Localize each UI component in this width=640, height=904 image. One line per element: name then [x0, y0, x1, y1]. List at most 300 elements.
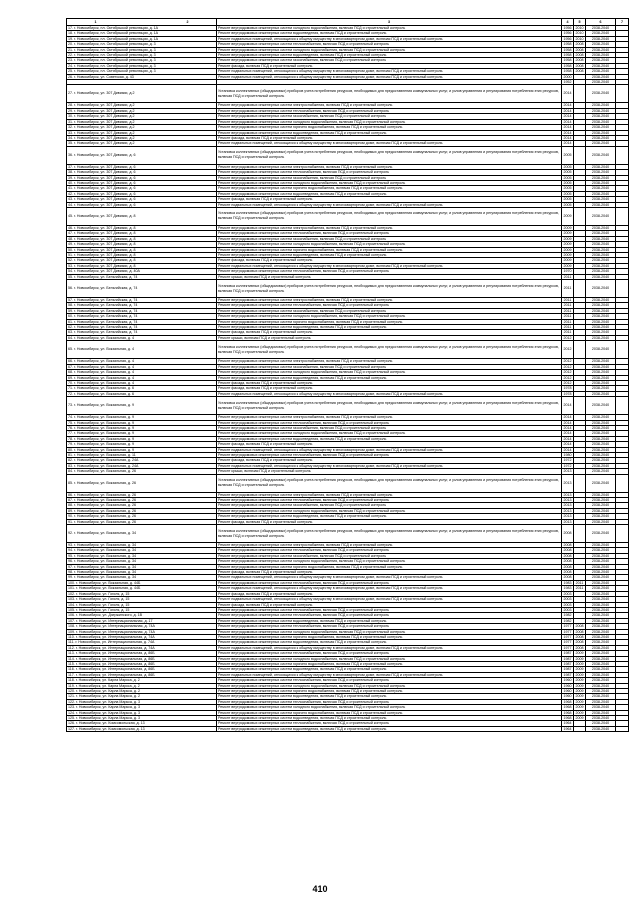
year-built-cell: 2003 — [563, 591, 572, 596]
planned-period-cell: 2038-2040 — [586, 335, 616, 340]
address-cell: 123. г. Новосибирск, ул. Карла Маркса, д. 3 — [67, 705, 217, 710]
year-built-cell: 2014 — [563, 103, 572, 108]
work-type-cell: Ремонт внутридомовых инженерных систем теплоснабжения, включая ПСД и строительный контроль — [217, 607, 562, 612]
planned-period-cell: 2038-2040 — [586, 436, 616, 441]
work-type-cell: Ремонт внутридомовых инженерных систем водоотведения, включая ПСД и строительный контроль — [217, 694, 562, 699]
planned-period-cell: 2038-2040 — [586, 597, 616, 602]
work-type-cell: Ремонт внутридомовых инженерных систем холодного водоснабжения, включая ПСД и строительный контроль — [217, 314, 562, 319]
address-cell: 100. г. Новосибирск, ул. Вокзальная, д. 44Б — [67, 580, 217, 585]
work-type-cell: Ремонт внутридомовых инженерных систем теплоснабжения, включая ПСД и строительный контроль — [217, 548, 562, 553]
work-type-cell: Ремонт внутридомовых инженерных систем холодного водоснабжения, включая ПСД и строительный контроль — [217, 705, 562, 710]
table-row — [67, 341, 629, 359]
work-type-cell: Ремонт внутридомовых инженерных систем горячего водоснабжения, включая ПСД и строительный контроль — [217, 319, 562, 324]
work-type-cell: Ремонт внутридомовых инженерных систем водоотведения, включая ПСД и строительный контроль — [217, 618, 562, 623]
planned-period-cell: 2038-2040 — [586, 580, 616, 585]
planned-period-cell: 2038-2040 — [586, 319, 616, 324]
year-built-cell: 2009 — [563, 225, 572, 230]
address-cell: 111. г. Новосибирск, ул. Интернациональная, д. 74А — [67, 640, 217, 645]
year-built-cell: 2009 — [562, 207, 574, 225]
planned-period-cell: 2038-2040 — [586, 519, 616, 524]
works-table-body — [67, 26, 629, 732]
work-type-cell: Ремонт подвальных помещений, относящихся к общему имуществу в многоквартирном доме, включая ПСД и строительный контроль — [217, 202, 562, 207]
address-cell: 72. г. Новосибирск, ул. Вокзальная, д. 6 — [67, 391, 217, 396]
extra-cell — [616, 474, 629, 492]
work-type-cell: Ремонт внутридомовых инженерных систем холодного водоснабжения, включая ПСД и строительный контроль — [217, 119, 562, 124]
planned-period-cell: 2038-2040 — [586, 645, 616, 650]
planned-period-cell: 2038-2040 — [586, 207, 616, 225]
work-type-cell: Ремонт внутридомовых инженерных систем холодного водоснабжения, включая ПСД и строительный контроль — [217, 180, 562, 185]
year-built-cell: 2009 — [563, 242, 572, 247]
year-built-cell: 2009 — [563, 231, 572, 236]
last-repair-year-cell: 2008 — [575, 47, 584, 52]
planned-period-cell: 2038-2040 — [586, 80, 616, 85]
address-cell: 104. г. Новосибирск, ул. Гоголя, д. 15 — [67, 602, 217, 607]
planned-period-cell: 2038-2040 — [586, 47, 616, 52]
work-type-cell: Ремонт внутридомовых инженерных систем электроснабжения, включая ПСД и строительный контроль — [217, 359, 562, 364]
year-built-cell: 1978 — [563, 386, 572, 391]
work-type-cell: Ремонт внутридомовых инженерных систем холодного водоснабжения, включая ПСД и строительный контроль — [217, 508, 562, 513]
table-row — [67, 474, 629, 492]
work-type-cell: Ремонт внутридомовых инженерных систем холодного водоснабжения, включая ПСД и строительный контроль — [217, 242, 562, 247]
address-cell: 83. г. Новосибирск, ул. Вокзальная, д. 24А — [67, 463, 217, 468]
year-built-cell: 2013 — [563, 492, 572, 497]
address-cell: 78. г. Новосибирск, ул. Вокзальная, д. 9 — [67, 436, 217, 441]
address-cell: 102. г. Новосибирск, ул. Гоголя, д. 15 — [67, 591, 217, 596]
year-built-cell: 2014 — [563, 415, 572, 420]
work-type-cell: Ремонт внутридомовых инженерных систем горячего водоснабжения, включая ПСД и строительный контроль — [217, 125, 562, 130]
last-repair-year-cell: 2010 — [575, 26, 584, 30]
year-built-cell: 2014 — [563, 125, 572, 130]
planned-period-cell: 2038-2040 — [586, 308, 616, 313]
planned-period-cell: 2038-2040 — [586, 114, 616, 119]
last-repair-year-cell — [574, 280, 586, 298]
year-built-cell: 1977 — [563, 634, 572, 639]
work-type-cell: Ремонт внутридомовых инженерных систем водоотведения, включая ПСД и строительный контроль — [217, 726, 562, 731]
year-built-cell: 2012 — [562, 341, 574, 359]
year-built-cell: 1968 — [563, 710, 572, 715]
address-cell: 89. г. Новосибирск, ул. Вокзальная, д. 26 — [67, 508, 217, 513]
last-repair-year-cell: 2009 — [575, 683, 584, 688]
address-cell: 37. г. Новосибирск, ул. 307 Дивизии, д. 6 — [67, 164, 217, 169]
work-type-cell: Ремонт подвальных помещений, относящихся к общему имуществу в многоквартирном доме, включая ПСД и строительный контроль — [217, 69, 562, 74]
last-repair-year-cell: 2009 — [575, 705, 584, 710]
planned-period-cell: 2038-2040 — [586, 618, 616, 623]
work-type-cell: Ремонт внутридомовых инженерных систем холодного водоснабжения, включая ПСД и строительный контроль — [217, 656, 562, 661]
planned-period-cell: 2038-2040 — [586, 191, 616, 196]
year-built-cell: 2014 — [563, 447, 572, 452]
planned-period-cell: 2038-2040 — [586, 656, 616, 661]
year-built-cell: 2011 — [562, 325, 574, 330]
table-row — [67, 85, 629, 103]
address-cell: 113. г. Новосибирск, ул. Интернациональная, д. 86Б — [67, 651, 217, 656]
address-cell: 112. г. Новосибирск, ул. Интернациональная, д. 74А — [67, 645, 217, 650]
address-cell: 51. г. Новосибирск, ул. 307 Дивизии, д. 8 — [67, 253, 217, 258]
year-built-cell: 2011 — [562, 303, 574, 308]
address-cell: 107. г. Новосибирск, ул. Интернациональная, д. 17 — [67, 618, 217, 623]
address-cell: 46. г. Новосибирск, ул. 307 Дивизии, д. 8 — [67, 225, 217, 230]
planned-period-cell: 2038-2040 — [586, 375, 616, 380]
work-type-cell: Ремонт подвальных помещений, относящихся к общему имуществу в многоквартирном доме, включая ПСД и строительный контроль — [217, 36, 562, 41]
address-cell: 126. г. Новосибирск, ул. Комсомольская, д. 13 — [67, 721, 217, 726]
planned-period-cell: 2038-2040 — [586, 225, 616, 230]
address-cell: 125. г. Новосибирск, ул. Карла Маркса, д. 3 — [67, 716, 217, 721]
planned-period-cell: 2038-2040 — [586, 705, 616, 710]
work-type-cell: Ремонт фасада, включая ПСД и строительный контроль — [217, 380, 562, 385]
year-built-cell: 1960 — [563, 689, 572, 693]
work-type-cell: Ремонт внутридомовых инженерных систем газоснабжения, включая ПСД и строительный контроль — [217, 503, 562, 508]
planned-period-cell: 2038-2040 — [586, 699, 616, 704]
address-cell: 39. г. Новосибирск, ул. 307 Дивизии, д. 6 — [67, 175, 217, 180]
planned-period-cell: 2038-2040 — [586, 591, 616, 596]
year-built-cell: 1972 — [563, 458, 572, 463]
planned-period-cell: 2038-2040 — [586, 85, 616, 103]
year-built-cell: 2008 — [563, 548, 572, 553]
year-built-cell: 2008 — [562, 525, 574, 543]
address-cell: 75. г. Новосибирск, ул. Вокзальная, д. 9 — [67, 420, 217, 425]
year-built-cell: 1977 — [563, 624, 572, 629]
work-type-cell: Ремонт фасада, включая ПСД и строительный контроль — [217, 197, 562, 202]
year-built-cell: 2014 — [563, 141, 572, 146]
last-repair-year-cell: 2010 — [575, 36, 584, 41]
address-cell: 94. г. Новосибирск, ул. Вокзальная, д. 34 — [67, 548, 217, 553]
last-repair-year-cell: 2008 — [575, 69, 584, 74]
year-built-cell: 2014 — [563, 130, 572, 135]
work-type-cell: Ремонт внутридомовых инженерных систем теплоснабжения, включая ПСД и строительный контроль — [217, 269, 562, 274]
address-cell: 97. г. Новосибирск, ул. Вокзальная, д. 34 — [67, 564, 217, 569]
work-type-cell: Ремонт внутридомовых инженерных систем электроснабжения, включая ПСД и строительный контроль — [217, 298, 562, 303]
work-type-cell: Ремонт подвальных помещений, относящихся к общему имуществу в многоквартирном доме, включая ПСД и строительный контроль — [217, 447, 562, 452]
planned-period-cell: 2038-2040 — [586, 386, 616, 391]
work-type-cell: Ремонт внутридомовых инженерных систем водоотведения, включая ПСД и строительный контроль — [217, 375, 562, 380]
extra-cell — [616, 85, 629, 103]
address-cell: 38. г. Новосибирск, ул. 307 Дивизии, д. 6 — [67, 170, 217, 175]
last-repair-year-cell: 2011 — [574, 586, 586, 591]
address-cell: 50. г. Новосибирск, ул. 307 Дивизии, д. 8 — [67, 247, 217, 252]
planned-period-cell: 2038-2040 — [586, 258, 616, 263]
planned-period-cell: 2038-2040 — [586, 119, 616, 124]
address-cell: 76. г. Новосибирск, ул. Вокзальная, д. 9 — [67, 425, 217, 430]
table-row — [67, 525, 629, 543]
work-type-cell: Ремонт внутридомовых инженерных систем теплоснабжения, включая ПСД и строительный контроль — [217, 452, 562, 457]
planned-period-cell: 2038-2040 — [586, 415, 616, 420]
year-built-cell: 2011 — [562, 298, 574, 303]
work-type-cell: Ремонт фасада, включая ПСД и строительный контроль — [217, 591, 562, 596]
address-cell: 120. г. Новосибирск, ул. Карла Маркса, д. 2 — [67, 689, 217, 694]
year-built-cell: 1952 — [563, 80, 572, 85]
year-built-cell: 1956 — [563, 31, 572, 36]
page-number: 410 — [312, 884, 328, 894]
planned-period-cell: 2038-2040 — [586, 602, 616, 607]
col-header-6: 6 — [586, 19, 616, 26]
year-built-cell: 1987 — [563, 672, 572, 677]
address-cell: 127. г. Новосибирск, ул. Комсомольская, д. 13 — [67, 726, 217, 731]
address-cell: 106. г. Новосибирск, ул. Дзержинского, д. 1В — [67, 613, 217, 618]
work-type-cell: Ремонт фасада, включая ПСД и строительный контроль — [217, 258, 562, 263]
last-repair-year-cell: 2008 — [575, 634, 584, 639]
work-type-cell: Ремонт подвальных помещений, относящихся к общему имуществу в многоквартирном доме, включая ПСД и строительный контроль — [217, 645, 562, 650]
year-built-cell: 2012 — [563, 335, 572, 340]
address-cell: 103. г. Новосибирск, ул. Гоголя, д. 15 — [67, 597, 217, 602]
planned-period-cell: 2038-2040 — [586, 575, 616, 580]
year-built-cell: 1987 — [563, 656, 572, 661]
planned-period-cell: 2038-2040 — [586, 553, 616, 558]
address-cell: 24. г. Новосибирск, пл. Октябрьской революции, д. 3 — [67, 63, 217, 68]
work-type-cell: Ремонт внутридомовых инженерных систем теплоснабжения, включая ПСД и строительный контроль — [217, 498, 562, 503]
address-cell: 60. г. Новосибирск, ул. Бельгийская, д. 74 — [67, 314, 217, 319]
address-cell: 116. г. Новосибирск, ул. Интернациональная, д. 86Б — [67, 667, 217, 672]
work-type-cell: Ремонт внутридомовых инженерных систем холодного водоснабжения, включая ПСД и строительный контроль — [217, 683, 562, 688]
address-cell: 79. г. Новосибирск, ул. Вокзальная, д. 9 — [67, 442, 217, 447]
work-type-cell: Установка коллективных (общедомовых) приборов учета потребления ресурсов, необходимых для предоставления коммунальных услуг, и узлов управления и регулирования потребления этих ресурсов, включая ПСД и строительный контроль — [217, 525, 562, 543]
work-type-cell: Ремонт крыши, включая ПСД и строительный контроль — [217, 274, 562, 279]
planned-period-cell: 2038-2040 — [586, 458, 616, 463]
work-type-cell: Ремонт внутридомовых инженерных систем водоотведения, включая ПСД и строительный контроль — [217, 716, 562, 721]
year-built-cell: 1958 — [563, 42, 572, 47]
address-cell: 86. г. Новосибирск, ул. Вокзальная, д. 26 — [67, 492, 217, 497]
address-cell: 34. г. Новосибирск, ул. 307 Дивизии, д.2 — [67, 135, 217, 140]
planned-period-cell: 2038-2040 — [586, 447, 616, 452]
year-built-cell: 2005 — [563, 180, 572, 185]
address-cell: 117. г. Новосибирск, ул. Интернациональная, д. 86Б — [67, 672, 217, 677]
work-type-cell: Ремонт внутридомовых инженерных систем теплоснабжения, включая ПСД и строительный контроль — [217, 231, 562, 236]
work-type-cell: Ремонт внутридомовых инженерных систем электроснабжения, включая ПСД и строительный контроль — [217, 415, 562, 420]
year-built-cell: 2012 — [563, 359, 572, 364]
address-cell: 73. г. Новосибирск, ул. Вокзальная, д. 9 — [67, 397, 217, 415]
work-type-cell: Ремонт внутридомовых инженерных систем теплоснабжения, включая ПСД и строительный контроль — [217, 624, 562, 629]
table-row — [67, 146, 629, 164]
work-type-cell: Ремонт внутридомовых инженерных систем водоотведения, включая ПСД и строительный контроль — [217, 191, 562, 196]
work-type-cell: Ремонт подвальных помещений, относящихся к общему имуществу в многоквартирном доме, включая ПСД и строительный контроль — [217, 74, 562, 79]
planned-period-cell: 2038-2040 — [586, 180, 616, 185]
work-type-cell: Ремонт внутридомовых инженерных систем теплоснабжения, включая ПСД и строительный контроль — [217, 721, 562, 726]
address-cell: 91. г. Новосибирск, ул. Вокзальная, д. 26 — [67, 519, 217, 524]
address-cell: 109. г. Новосибирск, ул. Интернациональная, д. 74А — [67, 629, 217, 634]
extra-cell — [616, 146, 629, 164]
planned-period-cell: 2038-2040 — [586, 640, 616, 645]
year-built-cell: 1978 — [563, 391, 572, 396]
planned-period-cell: 2038-2040 — [586, 202, 616, 207]
address-cell: 41. г. Новосибирск, ул. 307 Дивизии, д. 6 — [67, 186, 217, 191]
planned-period-cell: 2038-2040 — [586, 236, 616, 241]
address-cell: 44. г. Новосибирск, ул. 307 Дивизии, д. 6 — [67, 202, 217, 207]
planned-period-cell: 2038-2040 — [586, 469, 616, 474]
planned-period-cell: 2038-2040 — [586, 63, 616, 68]
planned-period-cell: 2038-2040 — [586, 370, 616, 375]
work-type-cell: Ремонт внутридомовых инженерных систем теплоснабжения, включая ПСД и строительный контроль — [217, 108, 562, 113]
address-cell: 19. г. Новосибирск, пл. Октябрьской революции, д. 1А — [67, 36, 217, 41]
address-cell: 118. г. Новосибирск, ул. Карла Маркса, д. 2 — [67, 678, 217, 683]
year-built-cell: 1956 — [563, 36, 572, 41]
year-built-cell: 1960 — [563, 683, 572, 688]
planned-period-cell: 2038-2040 — [586, 667, 616, 672]
address-cell: 110. г. Новосибирск, ул. Интернациональная, д. 74А — [67, 634, 217, 639]
address-cell: 57. г. Новосибирск, ул. Бельгийская, д. 74 — [67, 298, 217, 303]
work-type-cell: Установка коллективных (общедомовых) приборов учета потребления ресурсов, необходимых для предоставления коммунальных услуг, и узлов управления и регулирования потребления этих ресурсов, включая ПСД и строительный контроль — [217, 474, 562, 492]
address-cell: 84. г. Новосибирск, ул. Вокзальная, д. 26 — [67, 469, 217, 474]
planned-period-cell: 2038-2040 — [586, 721, 616, 726]
year-built-cell: 2005 — [563, 175, 572, 180]
year-built-cell: 2011 — [562, 330, 574, 335]
address-cell: 49. г. Новосибирск, ул. 307 Дивизии, д. 8 — [67, 242, 217, 247]
work-type-cell: Ремонт внутридомовых инженерных систем теплоснабжения, включая ПСД и строительный контроль — [217, 170, 562, 175]
year-built-cell: 2005 — [563, 186, 572, 191]
planned-period-cell: 2038-2040 — [586, 58, 616, 63]
work-type-cell: Ремонт внутридомовых инженерных систем электроснабжения, включая ПСД и строительный контроль — [217, 543, 562, 548]
planned-period-cell: 2038-2040 — [586, 135, 616, 140]
year-built-cell: 2013 — [563, 508, 572, 513]
address-cell: 74. г. Новосибирск, ул. Вокзальная, д. 9 — [67, 415, 217, 420]
year-built-cell: 2009 — [563, 253, 572, 257]
work-type-cell: Ремонт внутридомовых инженерных систем теплоснабжения, включая ПСД и строительный контроль — [217, 580, 562, 585]
planned-period-cell: 2038-2040 — [586, 298, 616, 303]
planned-period-cell: 2038-2040 — [586, 672, 616, 677]
year-built-cell: 2012 — [563, 370, 572, 375]
address-cell: 119. г. Новосибирск, ул. Карла Маркса, д. 2 — [67, 683, 217, 688]
year-built-cell: 2009 — [563, 247, 572, 252]
work-type-cell: Ремонт внутридомовых инженерных систем теплоснабжения, включая ПСД и строительный контроль — [217, 613, 562, 618]
address-cell: 23. г. Новосибирск, пл. Октябрьской революции, д. 3 — [67, 58, 217, 63]
extra-cell — [616, 207, 629, 225]
work-type-cell: Ремонт внутридомовых инженерных систем газоснабжения, включая ПСД и строительный контроль — [217, 425, 562, 430]
year-built-cell: 1968 — [563, 716, 572, 721]
last-repair-year-cell: 2009 — [575, 689, 584, 693]
address-cell: 30. г. Новосибирск, ул. 307 Дивизии, д.2 — [67, 114, 217, 119]
address-cell: 40. г. Новосибирск, ул. 307 Дивизии, д. 6 — [67, 180, 217, 185]
address-cell: 80. г. Новосибирск, ул. Вокзальная, д. 9 — [67, 447, 217, 452]
work-type-cell: Ремонт подвальных помещений, относящихся к общему имуществу в многоквартирном доме, включая ПСД и строительный контроль — [217, 263, 562, 268]
address-cell: 48. г. Новосибирск, ул. 307 Дивизии, д. 8 — [67, 236, 217, 241]
extra-cell — [616, 726, 629, 731]
work-type-cell: Ремонт фасада, включая ПСД и строительный контроль — [217, 442, 562, 447]
address-cell: 61. г. Новосибирск, ул. Бельгийская, д. 74 — [67, 319, 217, 324]
address-cell: 42. г. Новосибирск, ул. 307 Дивизии, д. 6 — [67, 191, 217, 196]
col-header-7: 7 — [616, 19, 629, 26]
planned-period-cell: 2038-2040 — [586, 607, 616, 612]
year-built-cell: 2009 — [563, 258, 572, 263]
year-built-cell: 2014 — [563, 431, 572, 436]
address-cell: 35. г. Новосибирск, ул. 307 Дивизии, д.2 — [67, 141, 217, 146]
work-type-cell: Ремонт внутридомовых инженерных систем газоснабжения, включая ПСД и строительный контроль — [217, 553, 562, 558]
address-cell: 99. г. Новосибирск, ул. Вокзальная, д. 34 — [67, 575, 217, 580]
work-type-cell: Ремонт внутридомовых инженерных систем теплоснабжения, включая ПСД и строительный контроль — [217, 678, 562, 683]
address-cell: 71. г. Новосибирск, ул. Вокзальная, д. 6 — [67, 386, 217, 391]
last-repair-year-cell — [574, 474, 586, 492]
year-built-cell: 1958 — [563, 63, 572, 68]
work-type-cell: Ремонт внутридомовых инженерных систем водоотведения, включая ПСД и строительный контроль — [217, 130, 562, 135]
year-built-cell: 1968 — [563, 705, 572, 710]
col-header-1: 1 2 — [67, 19, 217, 26]
year-built-cell: 1983 — [563, 580, 572, 585]
address-cell: 95. г. Новосибирск, ул. Вокзальная, д. 34 — [67, 553, 217, 558]
work-type-cell: Ремонт подвальных помещений, относящихся к общему имуществу в многоквартирном доме, включая ПСД и строительный контроль — [217, 597, 562, 602]
last-repair-year-cell — [574, 397, 586, 415]
planned-period-cell: 2038-2040 — [586, 280, 616, 298]
address-cell: 66. г. Новосибирск, ул. Вокзальная, д. 4 — [67, 359, 217, 364]
planned-period-cell: 2038-2040 — [586, 634, 616, 639]
work-type-cell: Ремонт внутридомовых инженерных систем теплоснабжения, включая ПСД и строительный контроль — [217, 42, 562, 47]
planned-period-cell: 2038-2040 — [586, 314, 616, 319]
address-cell: 29. г. Новосибирск, ул. 307 Дивизии, д.2 — [67, 108, 217, 113]
last-repair-year-cell: 2009 — [575, 651, 584, 656]
table-row — [67, 207, 629, 225]
planned-period-cell: 2038-2040 — [586, 694, 616, 699]
address-cell: 108. г. Новосибирск, ул. Интернациональная, д. 74А — [67, 624, 217, 629]
work-type-cell: Ремонт внутридомовых инженерных систем горячего водоснабжения, включая ПСД и строительный контроль — [217, 661, 562, 666]
work-type-cell: Ремонт фасада, включая ПСД и строительный контроль — [217, 330, 562, 335]
work-type-cell: Ремонт подвальных помещений, относящихся к общему имуществу в многоквартирном доме, включая ПСД и строительный контроль — [217, 463, 562, 468]
address-cell: 77. г. Новосибирск, ул. Вокзальная, д. 9 — [67, 431, 217, 436]
work-type-cell: Ремонт внутридомовых инженерных систем теплоснабжения, включая ПСД и строительный контроль — [217, 303, 562, 308]
year-built-cell: 2005 — [563, 197, 572, 202]
address-cell: 26. г. Новосибирск, ул. Советская, д. 43 — [67, 74, 217, 79]
last-repair-year-cell: 2009 — [575, 716, 584, 721]
address-cell: 36. г. Новосибирск, ул. 307 Дивизии, д. 6 — [67, 146, 217, 164]
year-built-cell: 2012 — [563, 380, 572, 385]
last-repair-year-cell: 2008 — [575, 42, 584, 47]
work-type-cell: Установка коллективных (общедомовых) приборов учета потребления ресурсов, необходимых для предоставления коммунальных услуг, и узлов управления и регулирования потребления этих ресурсов, включая ПСД и строительный контроль — [217, 146, 562, 164]
col-header-4: 4 — [562, 19, 574, 26]
last-repair-year-cell: 2010 — [575, 31, 584, 36]
work-type-cell: Ремонт внутридомовых инженерных систем газоснабжения, включая ПСД и строительный контроль — [217, 175, 562, 180]
last-repair-year-cell: 2008 — [575, 629, 584, 634]
planned-period-cell: 2038-2040 — [586, 186, 616, 191]
planned-period-cell: 2038-2040 — [586, 197, 616, 202]
column-number-row — [67, 19, 629, 26]
address-cell: 69. г. Новосибирск, ул. Вокзальная, д. 4 — [67, 375, 217, 380]
year-built-cell: 2008 — [563, 564, 572, 569]
planned-period-cell: 2038-2040 — [586, 359, 616, 364]
extra-cell — [616, 397, 629, 415]
year-built-cell: 2014 — [562, 397, 574, 415]
year-built-cell: 1964 — [563, 721, 572, 726]
year-built-cell: 2014 — [562, 85, 574, 103]
year-built-cell: 2011 — [562, 308, 574, 313]
address-cell: 70. г. Новосибирск, ул. Вокзальная, д. 4 — [67, 380, 217, 385]
col-header-5: 5 — [574, 19, 586, 26]
work-type-cell: Ремонт внутридомовых инженерных систем электроснабжения, включая ПСД и строительный контроль — [217, 225, 562, 230]
year-built-cell: 1958 — [563, 53, 572, 58]
year-built-cell: 2013 — [563, 498, 572, 502]
year-built-cell: 1968 — [563, 699, 572, 704]
work-type-cell: Установка коллективных (общедомовых) приборов учета потребления ресурсов, необходимых для предоставления коммунальных услуг, и узлов управления и регулирования потребления этих ресурсов, включая ПСД и строительный контроль — [217, 207, 562, 225]
planned-period-cell: 2038-2040 — [586, 53, 616, 58]
address-cell: 121. г. Новосибирск, ул. Карла Маркса, д. 2 — [67, 694, 217, 699]
year-built-cell: 2013 — [562, 474, 574, 492]
year-built-cell: 1983 — [563, 586, 572, 591]
year-built-cell: 2014 — [563, 425, 572, 430]
extra-cell — [616, 341, 629, 359]
planned-period-cell: 2038-2040 — [586, 175, 616, 180]
work-type-cell: Ремонт внутридомовых инженерных систем электроснабжения, включая ПСД и строительный контроль — [217, 164, 562, 169]
address-cell: 101. г. Новосибирск, ул. Вокзальная, д. 44Б — [67, 586, 217, 591]
planned-period-cell: 2038-2040 — [586, 164, 616, 169]
planned-period-cell: 2038-2040 — [586, 548, 616, 553]
work-type-cell: Ремонт фасада, включая ПСД и строительный контроль — [217, 135, 562, 140]
work-type-cell: Ремонт внутридомовых инженерных систем горячего водоснабжения, включая ПСД и строительный контроль — [217, 710, 562, 715]
year-built-cell: 1960 — [563, 694, 572, 699]
year-built-cell: 2011 — [562, 274, 574, 279]
address-cell: 98. г. Новосибирск, ул. Вокзальная, д. 34 — [67, 570, 217, 575]
year-built-cell: 2012 — [563, 375, 572, 380]
last-repair-year-cell: 2009 — [575, 667, 584, 672]
year-built-cell: 2011 — [562, 314, 574, 319]
planned-period-cell: 2038-2040 — [586, 613, 616, 618]
planned-period-cell: 2038-2040 — [586, 231, 616, 236]
work-type-cell: Ремонт внутридомовых инженерных систем электроснабжения, включая ПСД и строительный контроль — [217, 103, 562, 108]
year-built-cell: 1987 — [563, 667, 572, 672]
year-built-cell: 2008 — [563, 570, 572, 575]
address-cell: 53. г. Новосибирск, ул. 307 Дивизии, д. 8 — [67, 263, 217, 268]
